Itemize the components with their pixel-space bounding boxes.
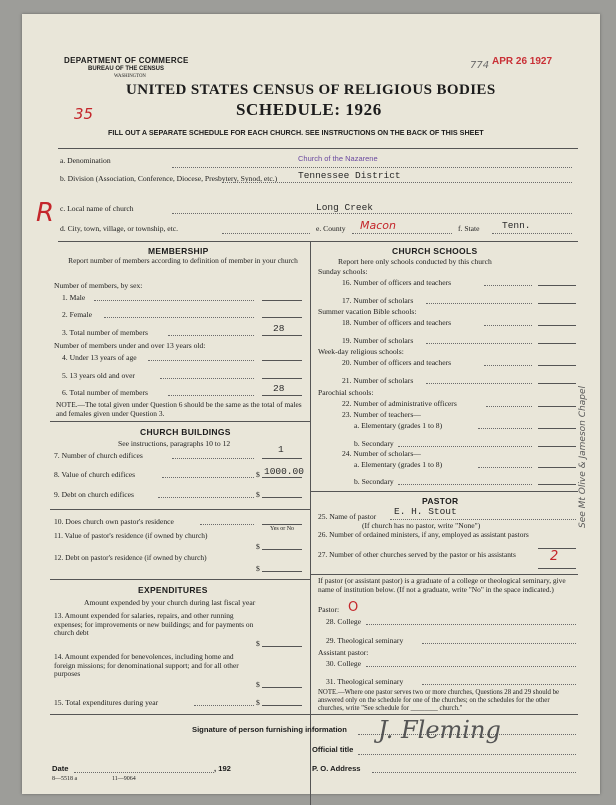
body-top-rule xyxy=(58,241,578,242)
membership-heading: MEMBERSHIP xyxy=(148,246,209,256)
header-divider xyxy=(58,148,578,149)
q19: 19. Number of scholars xyxy=(342,336,414,345)
q6-answer xyxy=(262,395,302,396)
census-schedule-sheet xyxy=(22,14,600,794)
q2-line xyxy=(104,317,254,318)
q22-answer xyxy=(538,406,576,407)
q18-answer xyxy=(538,325,576,326)
q17: 17. Number of scholars xyxy=(342,296,414,305)
form-subtitle: SCHEDULE: 1926 xyxy=(236,100,382,119)
bureau-name: BUREAU OF THE CENSUS xyxy=(88,66,165,72)
members-by-sex: Number of members, by sex: xyxy=(54,281,143,290)
state-label: f. State xyxy=(458,224,480,233)
city-line xyxy=(222,233,310,234)
denomination-stamp: Church of the Nazarene xyxy=(298,154,378,163)
q8-answer xyxy=(262,477,302,478)
q5-answer xyxy=(262,378,302,379)
date-line xyxy=(74,772,214,773)
q10-rule xyxy=(50,509,310,510)
q10-line xyxy=(200,524,254,525)
q23b-line xyxy=(398,446,532,447)
q1-line xyxy=(94,300,254,301)
q28-line xyxy=(366,624,576,625)
pastor-note: NOTE.—Where one pastor serves two or more churches, Questions 28 and 29 should be answered only on the schedule for one of the churches; on the schedules for the other churches, write "See schedule for ________ church." xyxy=(318,689,560,712)
under-over-13: Number of members under and over 13 years old: xyxy=(54,341,206,350)
q20-answer xyxy=(538,365,576,366)
q19-line xyxy=(426,343,532,344)
q17-answer xyxy=(538,303,576,304)
q31-line xyxy=(422,684,576,685)
buildings-subheading: See instructions, paragraphs 10 to 12 xyxy=(118,439,231,448)
division-line xyxy=(222,182,572,183)
q18-line xyxy=(484,325,532,326)
q25-value: E. H. Stout xyxy=(394,506,457,517)
form-title: UNITED STATES CENSUS OF RELIGIOUS BODIES xyxy=(126,82,496,98)
q15-total: 15. Total expenditures during year xyxy=(54,698,159,707)
q24a-answer xyxy=(538,467,576,468)
college-rule xyxy=(310,574,578,575)
q30-college: 30. College xyxy=(326,659,362,668)
q11-dollar: $ xyxy=(256,542,260,551)
date-label: Date xyxy=(52,764,69,773)
form-number: 8—5518 a xyxy=(52,776,78,782)
q25-note: (If church has no pastor, write "None") xyxy=(362,521,481,530)
schools-heading: CHURCH SCHOOLS xyxy=(392,246,478,256)
q2-female: 2. Female xyxy=(62,310,92,319)
q29-seminary: 29. Theological seminary xyxy=(326,636,404,645)
q20-line xyxy=(484,365,532,366)
membership-note: NOTE.—The total given under Question 6 should be the same as the total of males and females given under Question 3. xyxy=(56,400,302,418)
q24b-answer xyxy=(538,484,576,485)
q31-seminary: 31. Theological seminary xyxy=(326,677,404,686)
q6-value: 28 xyxy=(273,383,285,394)
q4-under-13: 4. Under 13 years of age xyxy=(62,353,137,362)
q12-answer xyxy=(262,571,302,572)
q9-dollar: $ xyxy=(256,490,260,499)
q10-residence: 10. Does church own pastor's residence xyxy=(54,517,174,526)
denomination-label: a. Denomination xyxy=(60,156,111,165)
pastor-rule xyxy=(310,491,578,492)
stamp-code: 774 xyxy=(470,60,490,71)
red-r-mark: R xyxy=(36,198,55,228)
q14-benevolences: 14. Amount expended for benevolences, including home and foreign missions; for denominational support; and for all other purposes xyxy=(54,652,239,679)
q13-running-expenses: 13. Amount expended for salaries, repairs, and other running expenses; for improvements or new buildings; and for payments on church debt xyxy=(54,611,254,638)
q21-line xyxy=(426,383,532,384)
q22-line xyxy=(486,406,532,407)
q7-edifices: 7. Number of church edifices xyxy=(54,451,143,460)
q7-value: 1 xyxy=(278,444,284,455)
q27-answer xyxy=(538,568,576,569)
state-value: Tenn. xyxy=(502,220,531,231)
local-name-value: Long Creek xyxy=(316,202,374,213)
county-value: Macon xyxy=(360,219,396,232)
q12-residence-debt: 12. Debt on pastor's residence (if owned by church) xyxy=(54,553,207,562)
parochial-schools: Parochial schools: xyxy=(318,388,374,397)
q23b-answer xyxy=(538,446,576,447)
q16-answer xyxy=(538,285,576,286)
denomination-line xyxy=(172,167,572,168)
q8-value-label: 8. Value of church edifices xyxy=(54,470,136,479)
county-label: e. County xyxy=(316,224,346,233)
q22: 22. Number of administrative officers xyxy=(342,399,457,408)
expenditures-subheading: Amount expended by your church during last fiscal year xyxy=(84,598,256,607)
q21-answer xyxy=(538,383,576,384)
q25-line xyxy=(390,519,576,520)
po-address-line xyxy=(372,772,576,773)
handwritten-number: 35 xyxy=(74,105,94,123)
q23a: a. Elementary (grades 1 to 8) xyxy=(354,421,443,430)
q28-college: 28. College xyxy=(326,617,362,626)
q10-answer xyxy=(262,524,302,525)
expenditures-heading: EXPENDITURES xyxy=(138,585,208,595)
q29-line xyxy=(422,643,576,644)
department-name: DEPARTMENT OF COMMERCE xyxy=(64,56,189,65)
q8-dollar: $ xyxy=(256,470,260,479)
q24a-line xyxy=(478,467,532,468)
q13-answer xyxy=(262,646,302,647)
yes-or-no: Yes or No xyxy=(270,526,295,532)
division-label: b. Division (Association, Conference, Diocese, Presbytery, Synod, etc.) xyxy=(60,174,278,183)
buildings-rule xyxy=(50,421,310,422)
local-name-line xyxy=(172,213,572,214)
q23a-line xyxy=(478,428,532,429)
q17-line xyxy=(426,303,532,304)
city-label: d. City, town, village, or township, etc. xyxy=(60,224,179,233)
q27-value: 2 xyxy=(550,549,559,564)
pastor-label: Pastor: xyxy=(318,605,340,614)
q24a: a. Elementary (grades 1 to 8) xyxy=(354,460,443,469)
q6-total: 6. Total number of members xyxy=(62,388,149,397)
q25-pastor-name: 25. Name of pastor xyxy=(318,512,377,521)
q7-answer xyxy=(262,458,302,459)
q15-dollar: $ xyxy=(256,698,260,707)
weekday-schools: Week-day religious schools: xyxy=(318,347,404,356)
sunday-schools: Sunday schools: xyxy=(318,267,368,276)
q3-line xyxy=(168,335,254,336)
q26-ordained: 26. Number of ordained ministers, if any, employed as assistant pastors xyxy=(318,530,529,539)
q14-answer xyxy=(262,687,302,688)
official-title-line xyxy=(358,754,576,755)
q8-line xyxy=(162,477,254,478)
q4-line xyxy=(148,360,254,361)
q1-male: 1. Male xyxy=(62,293,86,302)
q27-other-churches: 27. Number of other churches served by the pastor or his assistants xyxy=(318,550,516,559)
q9-debt: 9. Debt on church edifices xyxy=(54,490,134,499)
q9-line xyxy=(158,497,254,498)
q7-line xyxy=(172,458,254,459)
q16: 16. Number of officers and teachers xyxy=(342,278,452,287)
q16-line xyxy=(484,285,532,286)
state-line xyxy=(492,233,572,234)
q20: 20. Number of officers and teachers xyxy=(342,358,452,367)
q24b-line xyxy=(398,484,532,485)
received-date-stamp: APR 26 1927 xyxy=(492,56,553,67)
q15-answer xyxy=(262,705,302,706)
q24: 24. Number of scholars— xyxy=(342,449,421,458)
q30-line xyxy=(366,666,576,667)
q4-answer xyxy=(262,360,302,361)
year-label: , 192 xyxy=(214,764,231,773)
expenditures-rule xyxy=(50,579,310,580)
q13-dollar: $ xyxy=(256,639,260,648)
q12-dollar: $ xyxy=(256,564,260,573)
q3-total: 3. Total number of members xyxy=(62,328,149,337)
column-divider xyxy=(310,241,311,805)
q8-value: 1000.00 xyxy=(264,466,304,477)
q6-line xyxy=(168,395,254,396)
membership-subheading: Report number of members according to definition of member in your church xyxy=(68,256,298,265)
q3-value: 28 xyxy=(273,323,285,334)
schools-subheading: Report here only schools conducted by this church xyxy=(338,257,492,266)
signature-value: J. Fleming xyxy=(378,716,501,744)
margin-note: See Mt Olive & Jameson Chapel xyxy=(578,386,588,528)
buildings-heading: CHURCH BUILDINGS xyxy=(140,427,231,437)
summer-schools: Summer vacation Bible schools: xyxy=(318,307,417,316)
q2-answer xyxy=(262,317,302,318)
q23: 23. Number of teachers— xyxy=(342,410,421,419)
pastor-mark: O xyxy=(348,600,359,615)
division-value: Tennessee District xyxy=(298,170,401,181)
q5-13-and-over: 5. 13 years old and over xyxy=(62,371,135,380)
q15-line xyxy=(194,705,254,706)
q5-line xyxy=(160,378,254,379)
q24b: b. Secondary xyxy=(354,477,394,486)
local-name-label: c. Local name of church xyxy=(60,204,134,213)
q11-residence-value: 11. Value of pastor's residence (if owned by church) xyxy=(54,531,208,540)
q1-answer xyxy=(262,300,302,301)
college-note: If pastor (or assistant pastor) is a graduate of a college or theological seminary, give name of institution below. (If not a graduate, write "No" in the space indicated.) xyxy=(318,576,566,594)
q21: 21. Number of scholars xyxy=(342,376,414,385)
q14-dollar: $ xyxy=(256,680,260,689)
form-instruction: FILL OUT A SEPARATE SCHEDULE FOR EACH CHURCH. SEE INSTRUCTIONS ON THE BACK OF THIS SHEET xyxy=(108,128,484,137)
official-title-label: Official title xyxy=(312,745,354,754)
signature-label: Signature of person furnishing information xyxy=(192,725,347,734)
pastor-heading: PASTOR xyxy=(422,496,459,506)
assistant-label: Assistant pastor: xyxy=(318,648,369,657)
print-code: 11—9064 xyxy=(112,776,136,782)
q11-answer xyxy=(262,549,302,550)
q3-answer xyxy=(262,335,302,336)
q9-answer xyxy=(262,497,302,498)
q18: 18. Number of officers and teachers xyxy=(342,318,452,327)
q19-answer xyxy=(538,343,576,344)
q23a-answer xyxy=(538,428,576,429)
city-name: WASHINGTON xyxy=(114,74,146,79)
q23b: b. Secondary xyxy=(354,439,394,448)
county-line xyxy=(352,233,452,234)
footer-rule xyxy=(50,714,578,715)
po-address-label: P. O. Address xyxy=(312,764,361,773)
